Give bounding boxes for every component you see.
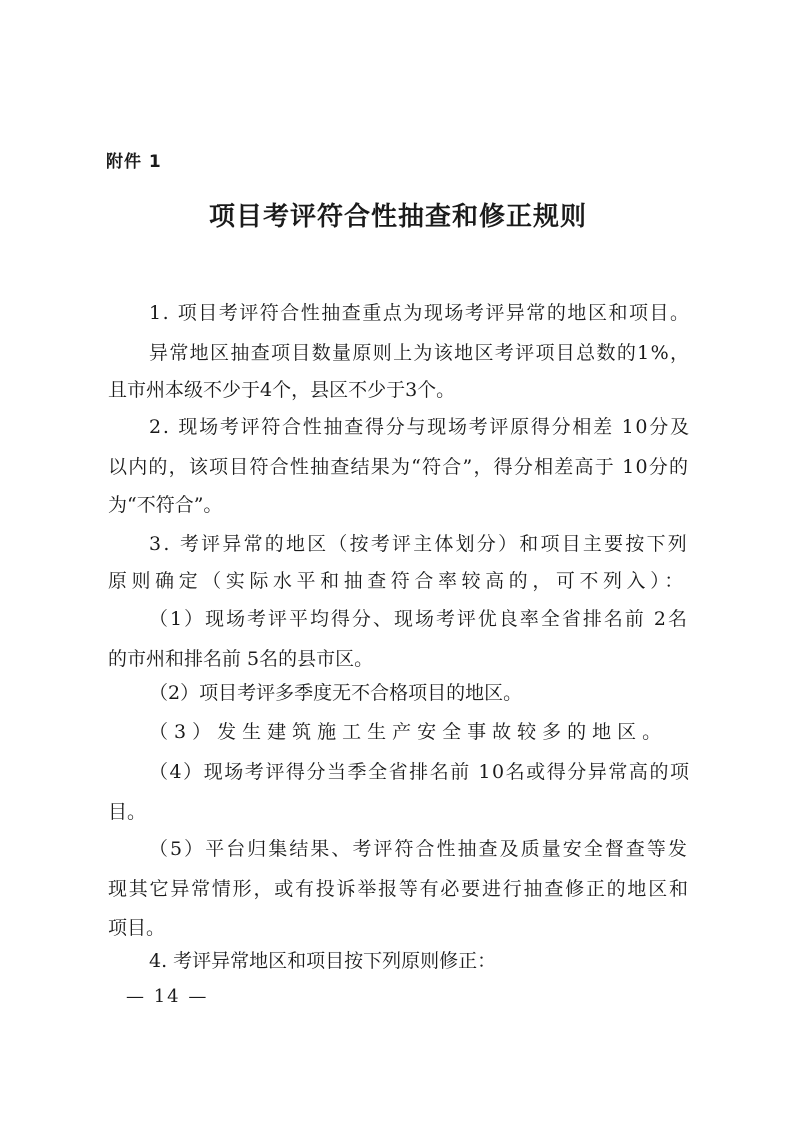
rule-3-item-1-line-2: 的市州和排名前 5名的县市区。 xyxy=(108,648,374,670)
rule-3-item-3: （3）发生建筑施工生产安全事故较多的地区。 xyxy=(149,721,668,743)
page-number: — 14 — xyxy=(126,986,209,1007)
rule-3-item-5-line-1: （5）平台归集结果、考评符合性抽查及质量安全督查等发 xyxy=(149,838,689,860)
rule-4-line-1: 4. 考评异常地区和项目按下列原则修正： xyxy=(149,950,497,972)
rule-3-item-5-line-3: 项目。 xyxy=(108,917,166,939)
rule-2-line-3: 为“不符合”。 xyxy=(108,494,223,516)
rule-3-item-1-line-1: （1）现场考评平均得分、现场考评优良率全省排名前 2名 xyxy=(149,608,689,630)
rule-3-item-4-line-1: （4）现场考评得分当季全省排名前 10名或得分异常高的项 xyxy=(149,761,691,783)
rule-3-item-5-line-2: 现其它异常情形，或有投诉举报等有必要进行抽查修正的地区和 xyxy=(108,878,690,900)
rule-1-line-3: 且市州本级不少于4个，县区不少于3个。 xyxy=(108,379,456,401)
rule-2-line-2: 以内的，该项目符合性抽查结果为“符合”，得分相差高于 10分的 xyxy=(108,456,690,478)
rule-2-line-1: 2. 现场考评符合性抽查得分与现场考评原得分相差 10分及 xyxy=(149,416,691,438)
attachment-label: 附件 1 xyxy=(106,152,162,172)
rule-3-line-1: 3. 考评异常的地区（按考评主体划分）和项目主要按下列 xyxy=(149,533,689,555)
rule-3-item-2: （2）项目考评多季度无不合格项目的地区。 xyxy=(149,682,523,704)
rule-3-item-4-line-2: 目。 xyxy=(108,801,147,823)
rule-1-line-1: 1. 项目考评符合性抽查重点为现场考评异常的地区和项目。 xyxy=(149,302,691,324)
rule-1-line-2: 异常地区抽查项目数量原则上为该地区考评项目总数的1%， xyxy=(149,342,691,364)
rule-3-line-2: 原则确定（实际水平和抽查符合率较高的，可不列入）： xyxy=(108,570,688,592)
document-title: 项目考评符合性抽查和修正规则 xyxy=(208,202,587,232)
